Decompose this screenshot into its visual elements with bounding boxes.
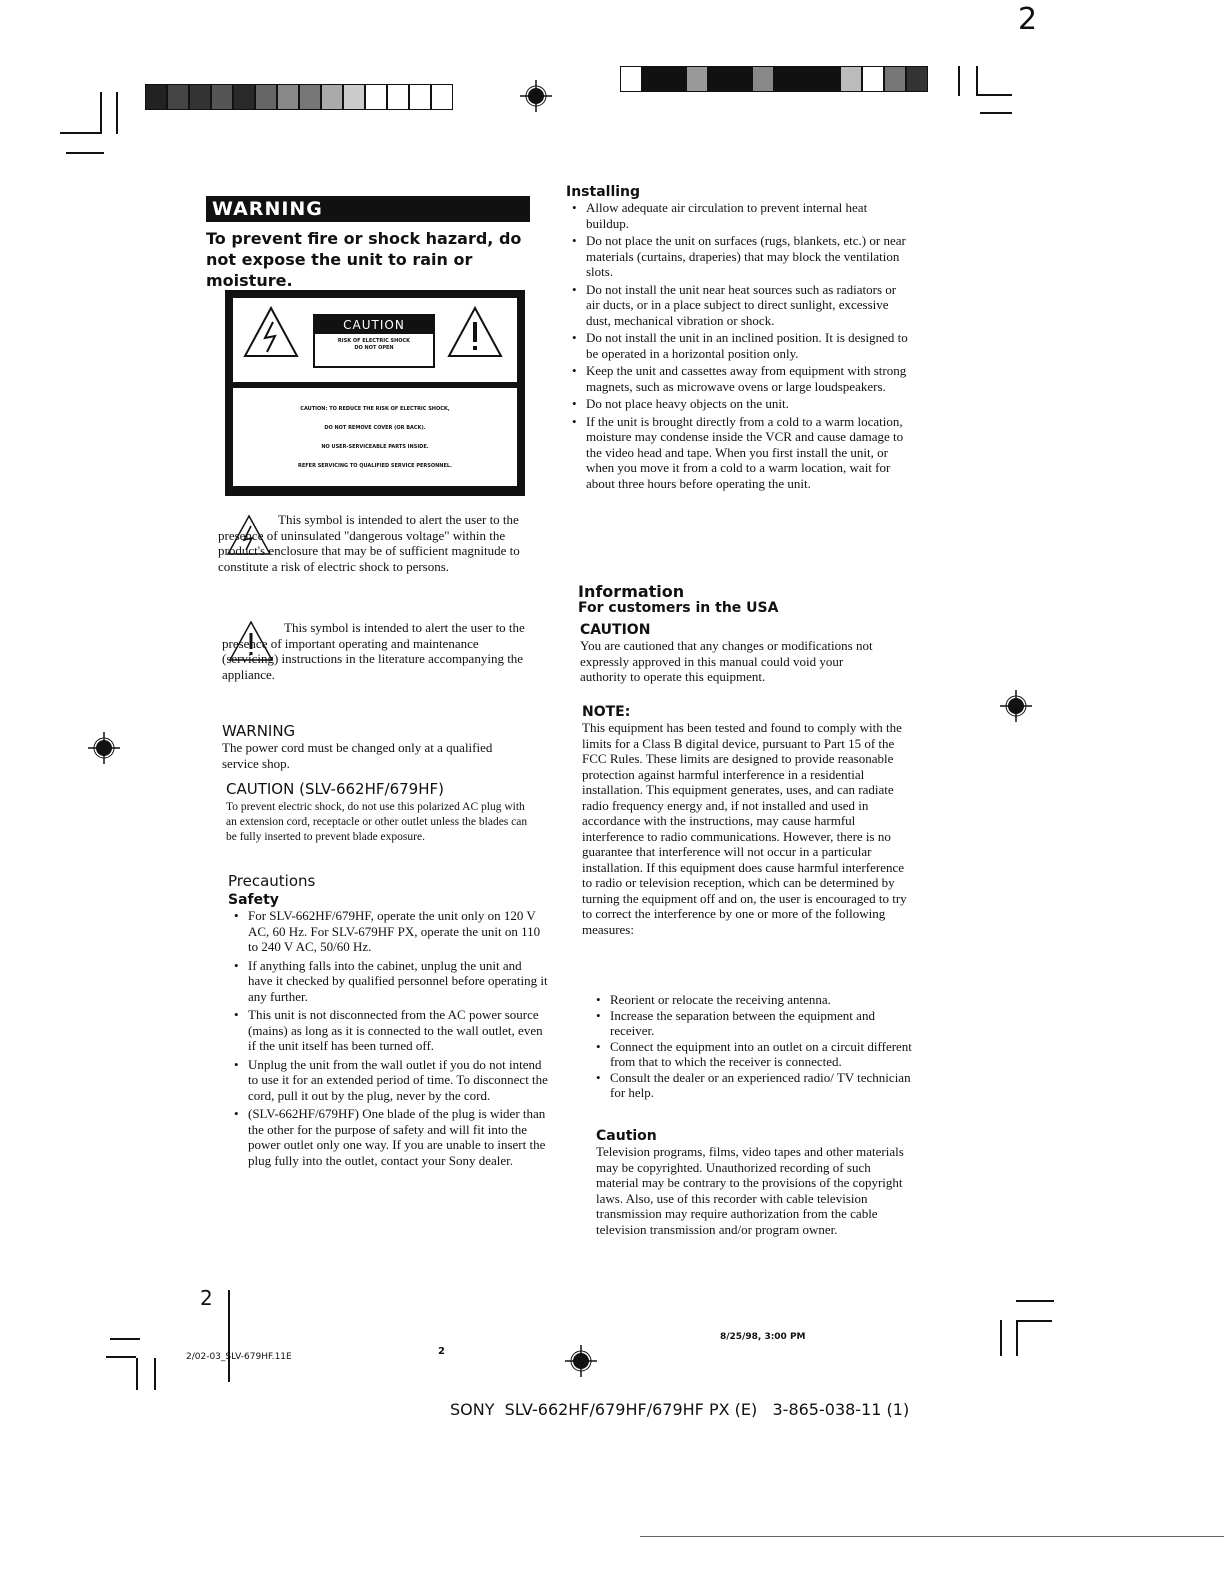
footer-page-number: 2 [200, 1286, 213, 1310]
list-item: • This unit is not disconnected from the AC power source (mains) as long as it is connected to the wall outlet, even if the unit itself has been turned off. [248, 1007, 548, 1054]
crop-mark [228, 1290, 230, 1382]
list-item: • Reorient or relocate the receiving antenna. [610, 992, 920, 1008]
safety-list [228, 908, 548, 1168]
crosshair-right-icon [1000, 690, 1032, 722]
warning-banner: WARNING [206, 196, 530, 222]
caution-label: CAUTION RISK OF ELECTRIC SHOCK DO NOT OPEN [313, 314, 435, 368]
measures-list [590, 992, 920, 1101]
warning2-text: The power cord must be changed only at a qualified service shop. [222, 740, 493, 771]
list-item: • Connect the equipment into an outlet on a circuit different from that to which the receiver is connected. [610, 1039, 920, 1070]
caution-models-text: To prevent electric shock, do not use this polarized AC plug with an extension cord, receptacle or other outlet unless the blades can be fully inserted to prevent blade exposure. [226, 801, 528, 843]
crop-mark [976, 94, 1012, 96]
crop-mark [980, 112, 1012, 114]
usa-subheading: For customers in the USA [578, 600, 779, 616]
crop-mark [110, 1338, 140, 1340]
symbol1-description: This symbol is intended to alert the user to the presence of uninsulated "dangerous voltage" within the product's enclosure that may be of sufficient magnitude to constitute a risk of electric shock to persons. [218, 512, 520, 574]
safety-heading: Safety [228, 892, 279, 908]
footer-datetime: 8/25/98, 3:00 PM [720, 1332, 806, 1342]
crop-mark [1016, 1320, 1052, 1322]
exclamation-warning-icon [447, 306, 503, 358]
installing-heading: Installing [566, 184, 641, 200]
crop-mark [976, 66, 978, 96]
crop-mark [60, 132, 102, 134]
lightning-warning-icon [243, 306, 299, 358]
crop-mark [1016, 1300, 1054, 1302]
information-heading: Information [578, 582, 685, 601]
list-item: • Do not place heavy objects on the unit. [586, 396, 910, 412]
crop-mark [1000, 1320, 1002, 1356]
crosshair-bottom-icon [565, 1345, 597, 1377]
list-item: • Increase the separation between the equipment and receiver. [610, 1008, 920, 1039]
note-heading: NOTE: [582, 704, 631, 720]
list-item: • For SLV-662HF/679HF, operate the unit only on 120 V AC, 60 Hz. For SLV-679HF PX, operate the unit on 110 to 240 V AC, 50/60 Hz. [248, 908, 548, 955]
caution-heading: CAUTION [580, 622, 651, 638]
crop-mark [100, 92, 102, 134]
crop-mark [66, 152, 104, 154]
list-item: • Do not install the unit in an inclined position. It is designed to be operated in a horizontal position only. [586, 330, 910, 361]
list-item: • Do not install the unit near heat sources such as radiators or air ducts, or in a place subject to direct sunlight, excessive dust, mechanical vibration or shock. [586, 282, 910, 329]
footer-file-code: 2/02-03_SLV-679HF.11E [186, 1352, 292, 1362]
crosshair-top-icon [520, 80, 552, 112]
list-item: • Allow adequate air circulation to prevent internal heat buildup. [586, 200, 910, 231]
crop-mark [116, 92, 118, 134]
warning2-heading: WARNING [222, 722, 296, 740]
crop-mark [1016, 1320, 1018, 1356]
list-item: • Consult the dealer or an experienced radio/ TV technician for help. [610, 1070, 920, 1101]
footer-center-number: 2 [438, 1346, 445, 1357]
caution-models-heading: CAUTION (SLV-662HF/679HF) [226, 780, 444, 798]
list-item: • Keep the unit and cassettes away from equipment with strong magnets, such as microwave ovens or large loudspeakers. [586, 363, 910, 394]
symbol2-description: This symbol is intended to alert the user to the presence of important operating and maintenance (servicing) instructions in the literature accompanying the appliance. [222, 620, 525, 682]
list-item: • Do not place the unit on surfaces (rugs, blankets, etc.) or near materials (curtains, draperies) that may block the ventilation slots. [586, 233, 910, 280]
precautions-heading: Precautions [228, 872, 316, 890]
crosshair-left-icon [88, 732, 120, 764]
crop-mark [958, 66, 960, 96]
list-item: • If anything falls into the cabinet, unplug the unit and have it checked by qualified personnel before operating it any further. [248, 958, 548, 1005]
scan-edge-line [640, 1536, 1224, 1537]
footer-model-line: SONY SLV-662HF/679HF/679HF PX (E) 3-865-038-11 (1) [450, 1400, 910, 1419]
caution-label-box [225, 290, 525, 496]
registration-strip-right [620, 66, 928, 92]
crop-mark [154, 1358, 156, 1390]
list-item: • If the unit is brought directly from a cold to a warm location, moisture may condense inside the VCR and cause damage to the video head and tape. When you first install the unit, or when you move it from a cold to a warm location, wait for about three hours before operating the unit. [586, 414, 910, 492]
crop-mark [106, 1356, 136, 1358]
crop-mark [136, 1358, 138, 1390]
caution2-heading: Caution [596, 1128, 657, 1144]
list-item: • Unplug the unit from the wall outlet if you do not intend to use it for an extended period of time. To disconnect the cord, pull it out by the plug, never by the cord. [248, 1057, 548, 1104]
lead-warning: To prevent fire or shock hazard, do not expose the unit to rain or moisture. [206, 229, 522, 290]
registration-strip-left [145, 84, 453, 110]
caution-small-text: CAUTION: TO REDUCE THE RISK OF ELECTRIC SHOCK, DO NOT REMOVE COVER (OR BACK). NO USER-SERVICEABLE PARTS INSIDE. REFER SERVICING TO QUALIFIED SERVICE PERSONNEL. [298, 406, 452, 469]
caution2-text: Television programs, films, video tapes and other materials may be copyrighted. Unauthorized recording of such material may be contrary to the provisions of the copyright laws. Also, use of this recorder with cable television transmission may require authorization from the cable television transmission and/or program owner. [596, 1144, 904, 1237]
list-item: • (SLV-662HF/679HF) One blade of the plug is wider than the other for the purpose of safety and will fit into the power outlet only one way. If you are unable to insert the plug fully into the outlet, contact your Sony dealer. [248, 1106, 548, 1168]
note-text: This equipment has been tested and found to comply with the limits for a Class B digital device, pursuant to Part 15 of the FCC Rules. These limits are designed to provide reasonable protection against harmful interference in a residential installation. This equipment generates, uses, and can radiate radio frequency energy and, if not installed and used in accordance with the instructions, may cause harmful interference to radio communications. However, there is no guarantee that interference will not occur in a particular installation. If this equipment does cause harmful interference to radio or television reception, which can be determined by turning the equipment off and on, the user is encouraged to try to correct the interference by one or more of the following measures: [582, 720, 907, 937]
corner-page-number: 2 [1018, 2, 1038, 37]
installing-list [566, 200, 910, 491]
caution-text: You are cautioned that any changes or modifications not expressly approved in this manual could void your authority to operate this equipment. [580, 638, 873, 684]
